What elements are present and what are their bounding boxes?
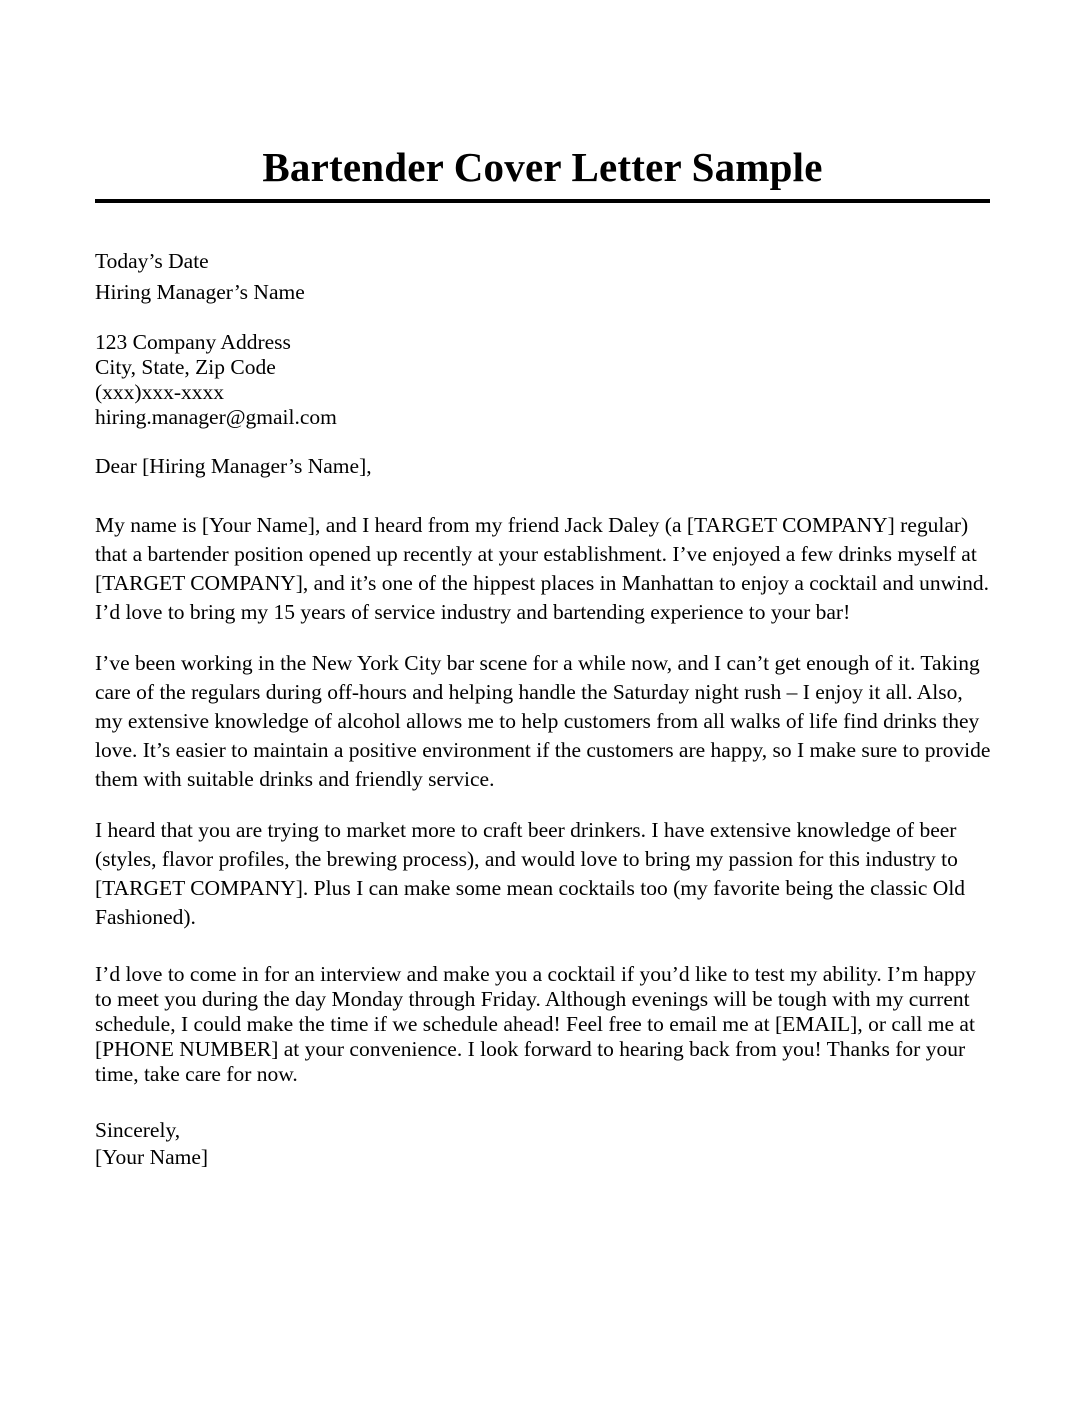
date-line: Today’s Date bbox=[95, 249, 209, 273]
closing-line: Sincerely, bbox=[95, 1118, 181, 1142]
signature-name-line: [Your Name] bbox=[95, 1145, 209, 1169]
salutation-line: Dear [Hiring Manager’s Name], bbox=[95, 454, 372, 478]
address-phone-line: (xxx)xxx-xxxx bbox=[95, 380, 224, 404]
spacer-before-signature bbox=[95, 1087, 993, 1117]
recipient-address-block bbox=[95, 330, 993, 430]
title-divider-rule bbox=[95, 199, 990, 203]
page-title: Bartender Cover Letter Sample bbox=[262, 144, 823, 191]
spacer-after-paragraph-3 bbox=[95, 932, 993, 962]
address-city-state-zip-line: City, State, Zip Code bbox=[95, 355, 276, 379]
body-paragraph-4: I’d love to come in for an interview and make you a cocktail if you’d like to test my ability. I’m happy to meet you during the day Monday through Friday. Although evenings will be tough with my current schedule, I could make the time if we schedule ahead! Feel free to email me at [EMAIL], or call me at [PHONE NUMBER] at your convenience. I look forward to hearing back from you! Thanks for your time, take care for now. bbox=[95, 962, 977, 1086]
spacer-after-salutation bbox=[95, 481, 993, 511]
address-street-line: 123 Company Address bbox=[95, 330, 291, 354]
spacer-after-header bbox=[95, 308, 993, 330]
letter-body bbox=[95, 246, 993, 1171]
body-paragraph-2: I’ve been working in the New York City bar scene for a while now, and I can’t get enough of it. Taking care of the regulars during off-hours and helping handle the Saturday night rush – I enjoy it all. Also, my extensive knowledge of alcohol allows me to help customers from all walks of life find drinks they love. It’s easier to maintain a positive environment if the customers are happy, so I make sure to provide them with suitable drinks and friendly service. bbox=[95, 651, 991, 791]
body-paragraph-1: My name is [Your Name], and I heard from my friend Jack Daley (a [TARGET COMPANY] regular) that a bartender position opened up recently at your establishment. I’ve enjoyed a few drinks myself at [TARGET COMPANY], and it’s one of the hippest places in Manhattan to enjoy a cocktail and unwind. I’d love to bring my 15 years of service industry and bartending experience to your bar! bbox=[95, 513, 989, 624]
signature-block bbox=[95, 1117, 993, 1171]
address-email-line: hiring.manager@gmail.com bbox=[95, 405, 337, 429]
spacer-after-paragraph-2 bbox=[95, 794, 993, 816]
recipient-name-line: Hiring Manager’s Name bbox=[95, 280, 305, 304]
spacer-after-address bbox=[95, 430, 993, 452]
body-paragraph-3: I heard that you are trying to market more to craft beer drinkers. I have extensive knowledge of beer (styles, flavor profiles, the brewing process), and would love to bring my passion for this industry to [TARGET COMPANY]. Plus I can make some mean cocktails too (my favorite being the classic Old Fashioned). bbox=[95, 818, 966, 929]
letter-header-block bbox=[95, 246, 993, 308]
spacer-after-paragraph-1 bbox=[95, 627, 993, 649]
